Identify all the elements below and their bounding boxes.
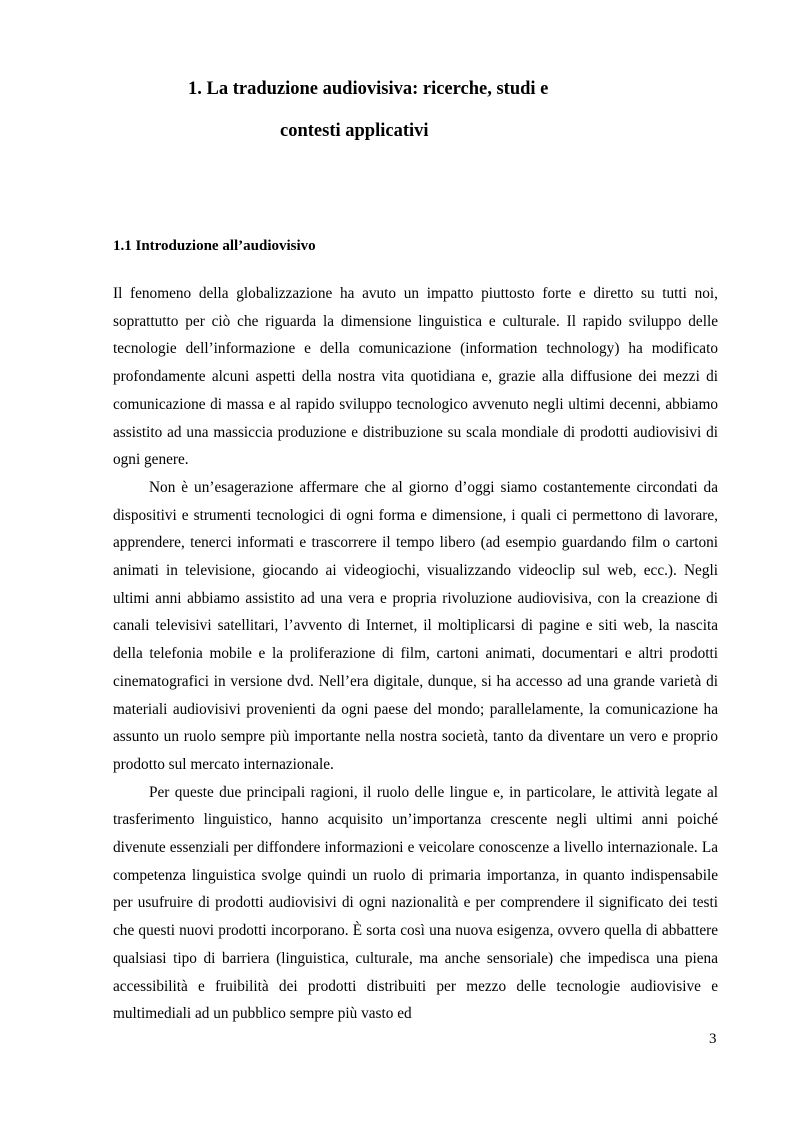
- chapter-title-line-2: contesti applicativi: [280, 121, 429, 141]
- body-text: [113, 280, 718, 1028]
- chapter-title-line-1: 1. La traduzione audiovisiva: ricerche, studi e: [188, 79, 549, 99]
- section-heading: 1.1 Introduzione all’audiovisivo: [113, 238, 316, 254]
- paragraph-3: Per queste due principali ragioni, il ruolo delle lingue e, in particolare, le attività legate al trasferimento linguistico, hanno acquisito un’importanza crescente negli ultimi anni poiché divenute essenziali per diffondere informazioni e veicolare conoscenze a livello internazionale. La competenza linguistica svolge quindi un ruolo di primaria importanza, in quanto indispensabile per usufruire di prodotti audiovisivi di ogni nazionalità e per comprendere il significato dei testi che questi nuovi prodotti incorporano. È sorta così una nuova esigenza, ovvero quella di abbattere qualsiasi tipo di barriera (linguistica, culturale, ma anche sensoriale) che impedisca una piena accessibilità e fruibilità dei prodotti distribuiti per mezzo delle tecnologie audiovisive e multimediali ad un pubblico sempre più vasto ed: [113, 783, 718, 1023]
- page-number: 3: [709, 1031, 717, 1047]
- paragraph-2: Non è un’esagerazione affermare che al giorno d’oggi siamo costantemente circondati da dispositivi e strumenti tecnologici di ogni forma e dimensione, i quali ci permettono di lavorare, apprendere, tenerci informati e trascorrere il tempo libero (ad esempio guardando film o cartoni animati in televisione, giocando ai videogiochi, visualizzando videoclip sul web, ecc.). Negli ultimi anni abbiamo assistito ad una vera e propria rivoluzione audiovisiva, con la creazione di canali televisivi satellitari, l’avvento di Internet, il moltiplicarsi di pagine e siti web, la nascita della telefonia mobile e la proliferazione di film, cartoni animati, documentari e altri prodotti cinematografici in versione dvd. Nell’era digitale, dunque, si ha accesso ad una grande varietà di materiali audiovisivi provenienti da ogni paese del mondo; parallelamente, la comunicazione ha assunto un ruolo sempre più importante nella nostra società, tanto da diventare un vero e proprio prodotto sul mercato internazionale.: [113, 478, 718, 773]
- paragraph-1: Il fenomeno della globalizzazione ha avuto un impatto piuttosto forte e diretto su tutti noi, soprattutto per ciò che riguarda la dimensione linguistica e culturale. Il rapido sviluppo delle tecnologie dell’informazione e della comunicazione (information technology) ha modificato profondamente alcuni aspetti della nostra vita quotidiana e, grazie alla diffusione dei mezzi di comunicazione di massa e al rapido sviluppo tecnologico avvenuto negli ultimi decenni, abbiamo assistito ad una massiccia produzione e distribuzione su scala mondiale di prodotti audiovisivi di ogni genere.: [113, 285, 718, 469]
